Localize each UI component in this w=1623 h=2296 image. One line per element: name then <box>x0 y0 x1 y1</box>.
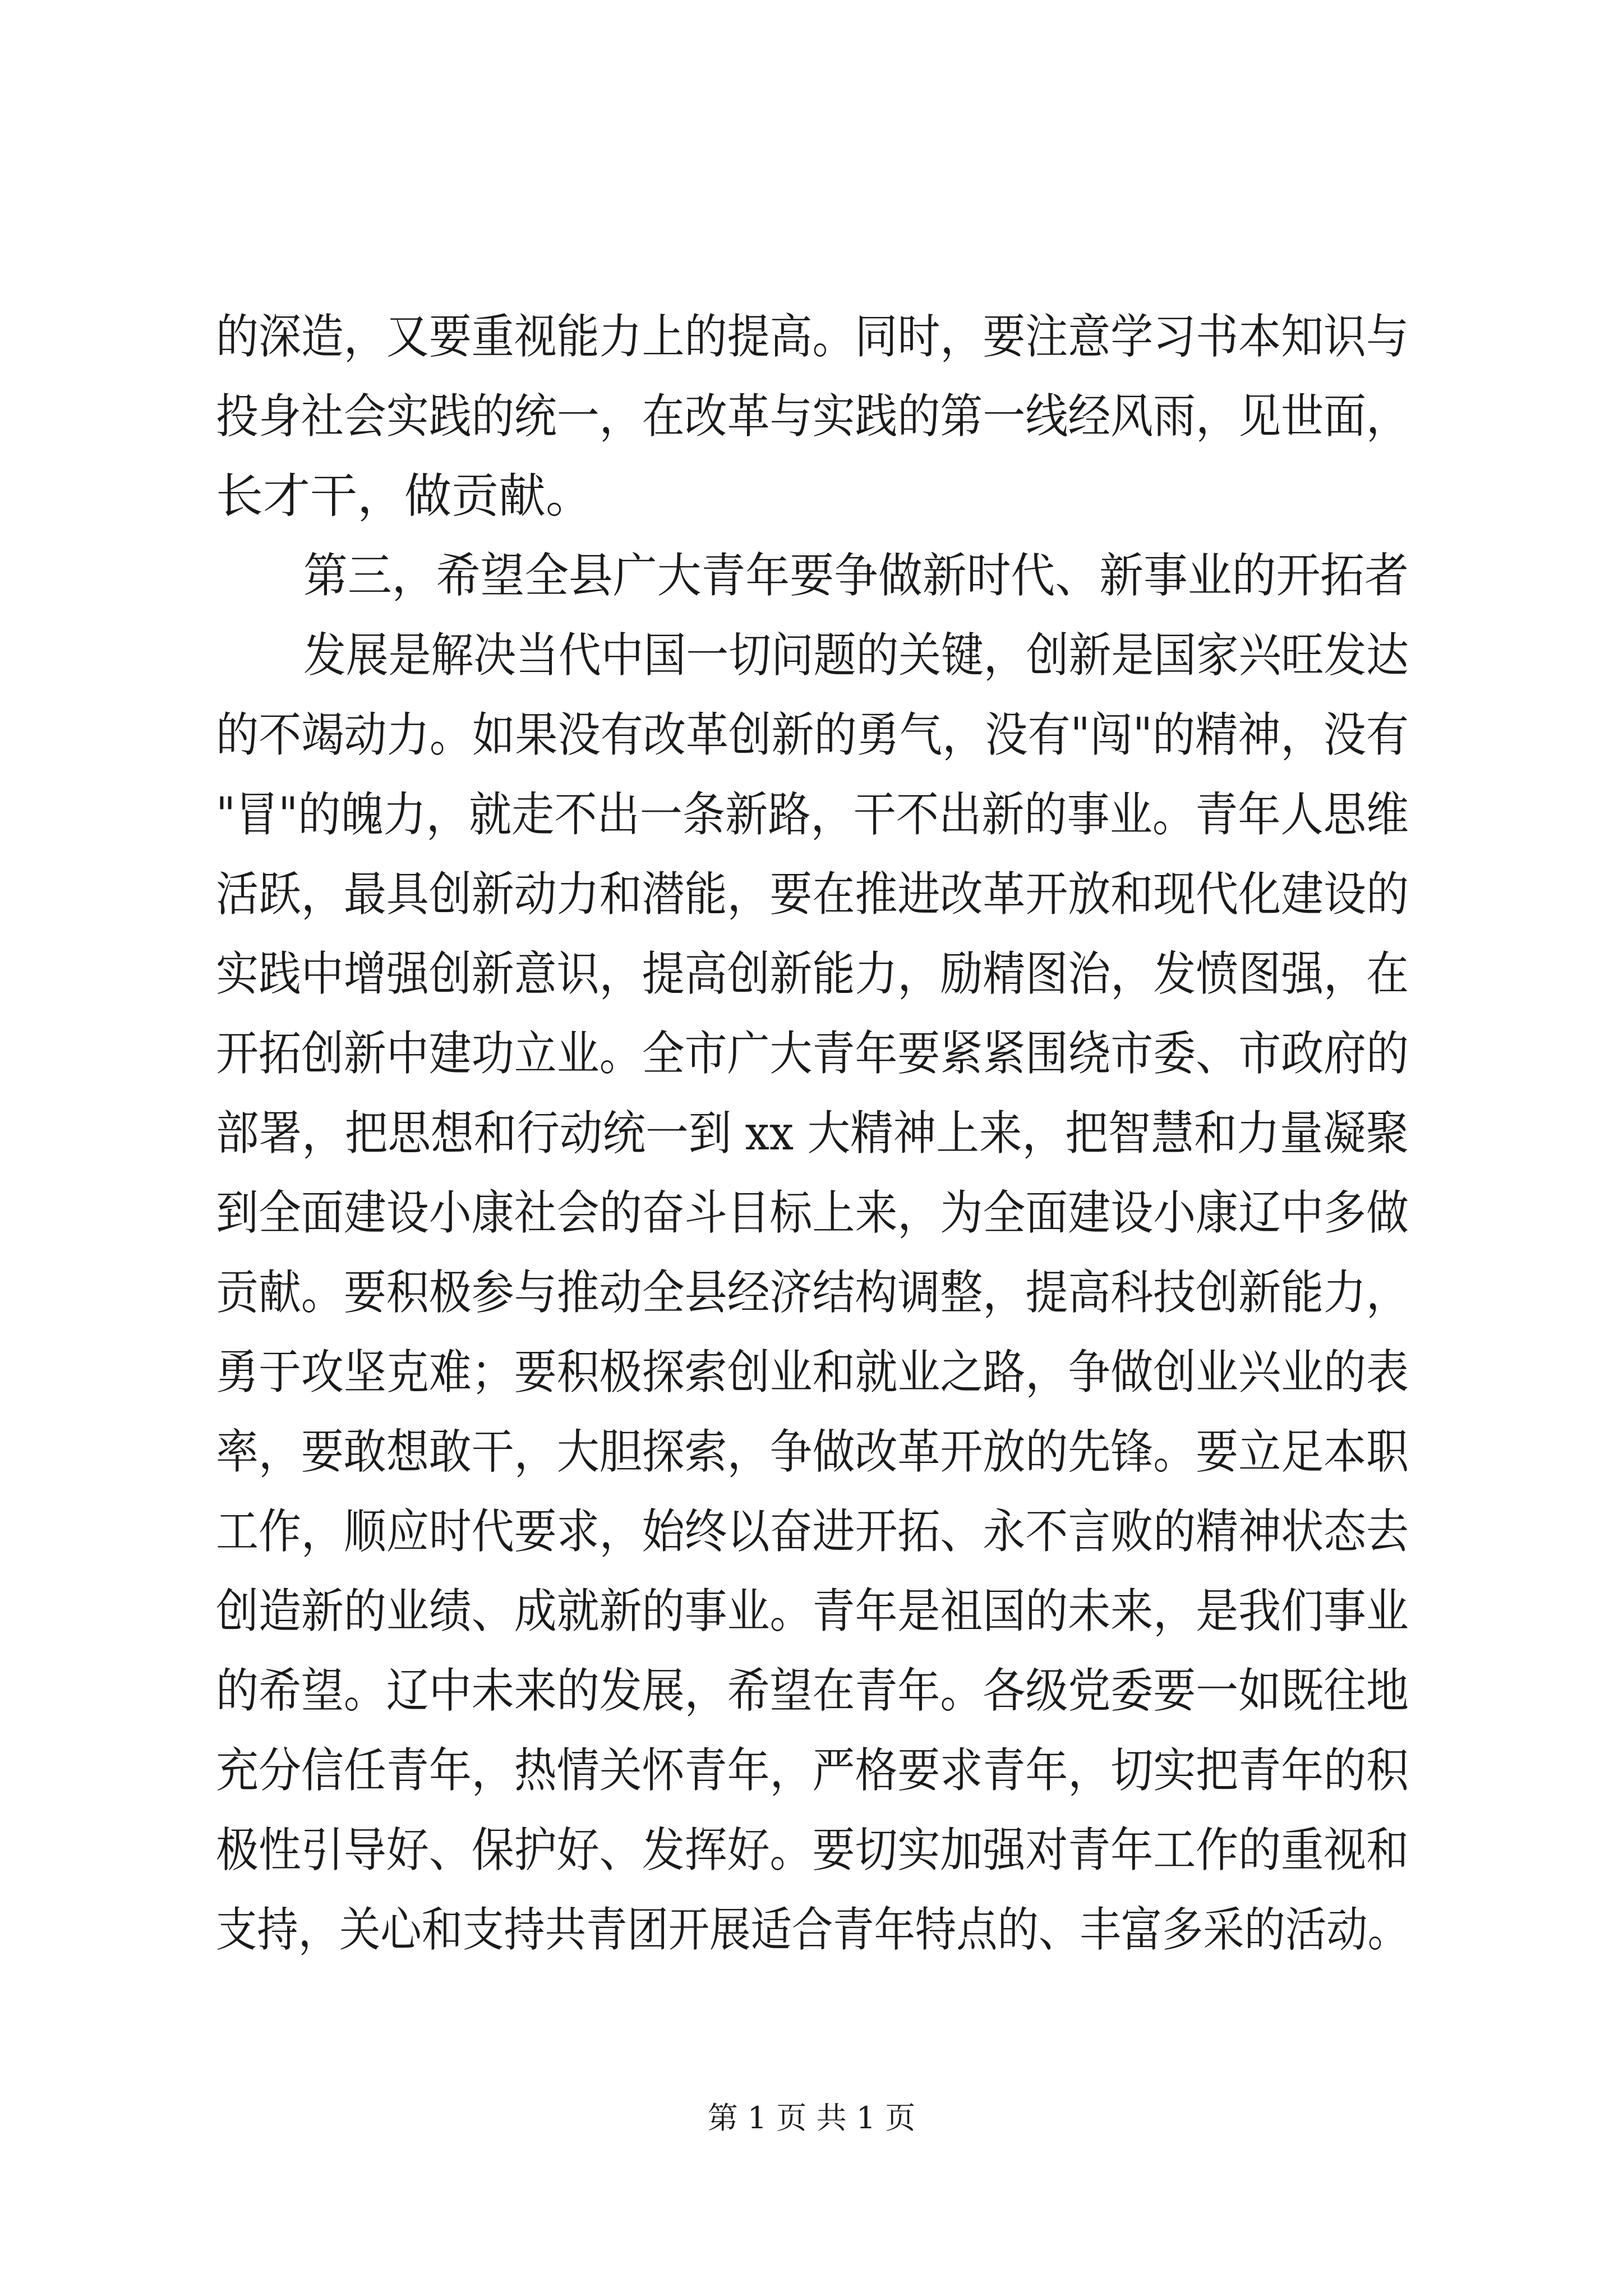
text-line: 极性引导好、保护好、发挥好。要切实加强对青年工作的重视和 <box>216 1823 1409 1878</box>
section-heading: 第三，希望全县广大青年要争做新时代、新事业的开拓者 <box>303 548 1409 603</box>
text-line: 活跃，最具创新动力和潜能，要在推进改革开放和现代化建设的 <box>216 867 1409 922</box>
text-line: "冒"的魄力，就走不出一条新路，干不出新的事业。青年人思维 <box>216 787 1409 842</box>
text-line: 支持，关心和支持共青团开展适合青年特点的、丰富多采的活动。 <box>216 1902 1409 1957</box>
text-line: 投身社会实践的统一，在改革与实践的第一线经风雨，见世面， <box>216 389 1409 444</box>
text-line: 部署，把思想和行动统一到 xx 大精神上来，把智慧和力量凝聚 <box>216 1106 1409 1161</box>
text-line: 创造新的业绩、成就新的事业。青年是祖国的未来，是我们事业 <box>216 1584 1409 1639</box>
page-number-footer: 第 1 页 共 1 页 <box>707 2100 916 2136</box>
text-line: 开拓创新中建功立业。全市广大青年要紧紧围绕市委、市政府的 <box>216 1026 1409 1081</box>
text-line: 的深造，又要重视能力上的提高。同时，要注意学习书本知识与 <box>216 309 1409 364</box>
text-line: 勇于攻坚克难；要积极探索创业和就业之路，争做创业兴业的表 <box>216 1345 1409 1400</box>
text-line: 发展是解决当代中国一切问题的关键，创新是国家兴旺发达 <box>303 628 1409 683</box>
text-line: 长才干，做贡献。 <box>216 468 593 523</box>
text-line: 到全面建设小康社会的奋斗目标上来，为全面建设小康辽中多做 <box>216 1185 1409 1240</box>
text-line: 实践中增强创新意识，提高创新能力，励精图治，发愤图强，在 <box>216 946 1409 1001</box>
text-line: 的希望。辽中未来的发展，希望在青年。各级党委要一如既往地 <box>216 1663 1409 1718</box>
text-line: 充分信任青年，热情关怀青年，严格要求青年，切实把青年的积 <box>216 1743 1409 1798</box>
text-line: 贡献。要积极参与推动全县经济结构调整，提高科技创新能力， <box>216 1265 1409 1320</box>
text-line: 工作，顺应时代要求，始终以奋进开拓、永不言败的精神状态去 <box>216 1504 1409 1559</box>
text-line: 率，要敢想敢干，大胆探索，争做改革开放的先锋。要立足本职 <box>216 1424 1409 1479</box>
text-line: 的不竭动力。如果没有改革创新的勇气，没有"闯"的精神，没有 <box>216 707 1409 762</box>
